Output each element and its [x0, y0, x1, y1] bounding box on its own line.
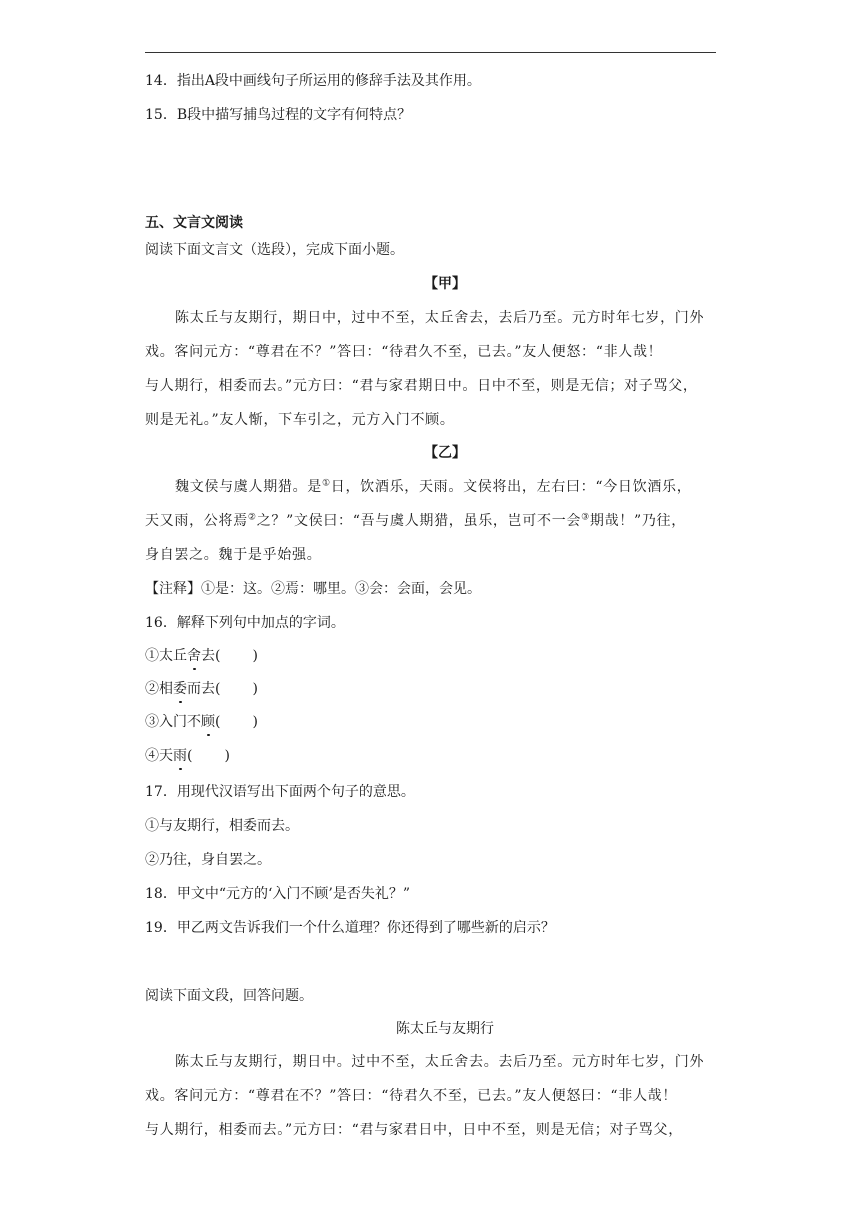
q16-item: ①太丘舍去( ) [145, 648, 258, 664]
question-17: 17．用现代汉语写出下面两个句子的意思。 [145, 784, 415, 800]
yi-heading: 【乙】 [424, 445, 466, 461]
question-18: 18．甲文中“元方的‘入门不顾’是否失礼？” [145, 886, 411, 902]
footnote-marker: ② [247, 512, 257, 523]
q16-item: ②相委而去( ) [145, 681, 258, 697]
passage-line-2: 戏。客问元方：“尊君在不？”答曰：“待君久不至，已去。”友人便怒曰：“非人哉！ [145, 1088, 678, 1104]
jia-heading: 【甲】 [424, 276, 466, 292]
q16-item: ④天雨( ) [145, 748, 230, 764]
jia-line-2: 戏。客问元方：“尊君在不？”答曰：“待君久不至，已去。”友人便怒：“非人哉！ [145, 344, 663, 360]
question-19: 19．甲乙两文告诉我们一个什么道理？你还得到了哪些新的启示？ [145, 920, 555, 936]
yi-line-2: 天又雨，公将焉②之？”文侯曰：“吾与虞人期猎，虽乐，岂可不一会③期哉！”乃往， [145, 512, 686, 529]
yi-line-3: 身自罢之。魏于是乎始强。 [145, 547, 322, 563]
q17-item: ②乃往，身自罢之。 [145, 852, 271, 868]
passage-line-3: 与人期行，相委而去。”元方曰：“君与家君日中，日中不至，则是无信；对子骂父， [145, 1122, 683, 1138]
header-rule [145, 52, 716, 53]
jia-line-1: 陈太丘与友期行，期日中，过中不至，太丘舍去，去后乃至。元方时年七岁，门外 [175, 310, 705, 326]
passage-line-1: 陈太丘与友期行，期日中。过中不至，太丘舍去。去后乃至。元方时年七岁，门外 [175, 1054, 705, 1070]
reading-intro: 阅读下面文段，回答问题。 [145, 988, 313, 1004]
annotation-note: 【注释】①是：这。②焉：哪里。③会：会面，会见。 [145, 581, 481, 597]
footnote-marker: ③ [581, 512, 590, 523]
section-title: 五、文言文阅读 [145, 215, 243, 231]
jia-line-3: 与人期行，相委而去。”元方曰：“君与家君期日中。日中不至，则是无信；对子骂父， [145, 378, 698, 394]
section-intro: 阅读下面文言文（选段），完成下面小题。 [145, 242, 404, 258]
question-16: 16．解释下列句中加点的字词。 [145, 615, 345, 631]
footnote-marker: ① [322, 478, 331, 489]
yi-line-1: 魏文侯与虞人期猎。是①日，饮酒乐，天雨。文侯将出，左右曰：“今日饮酒乐， [175, 478, 692, 495]
question-14: 14．指出A段中画线句子所运用的修辞手法及其作用。 [145, 73, 481, 89]
q17-item: ①与友期行，相委而去。 [145, 818, 299, 834]
q16-item: ③入门不顾( ) [145, 714, 258, 730]
passage-title: 陈太丘与友期行 [396, 1021, 494, 1037]
question-15: 15．B段中描写捕鸟过程的文字有何特点？ [145, 107, 412, 123]
jia-line-4: 则是无礼。”友人惭，下车引之，元方入门不顾。 [145, 412, 455, 428]
